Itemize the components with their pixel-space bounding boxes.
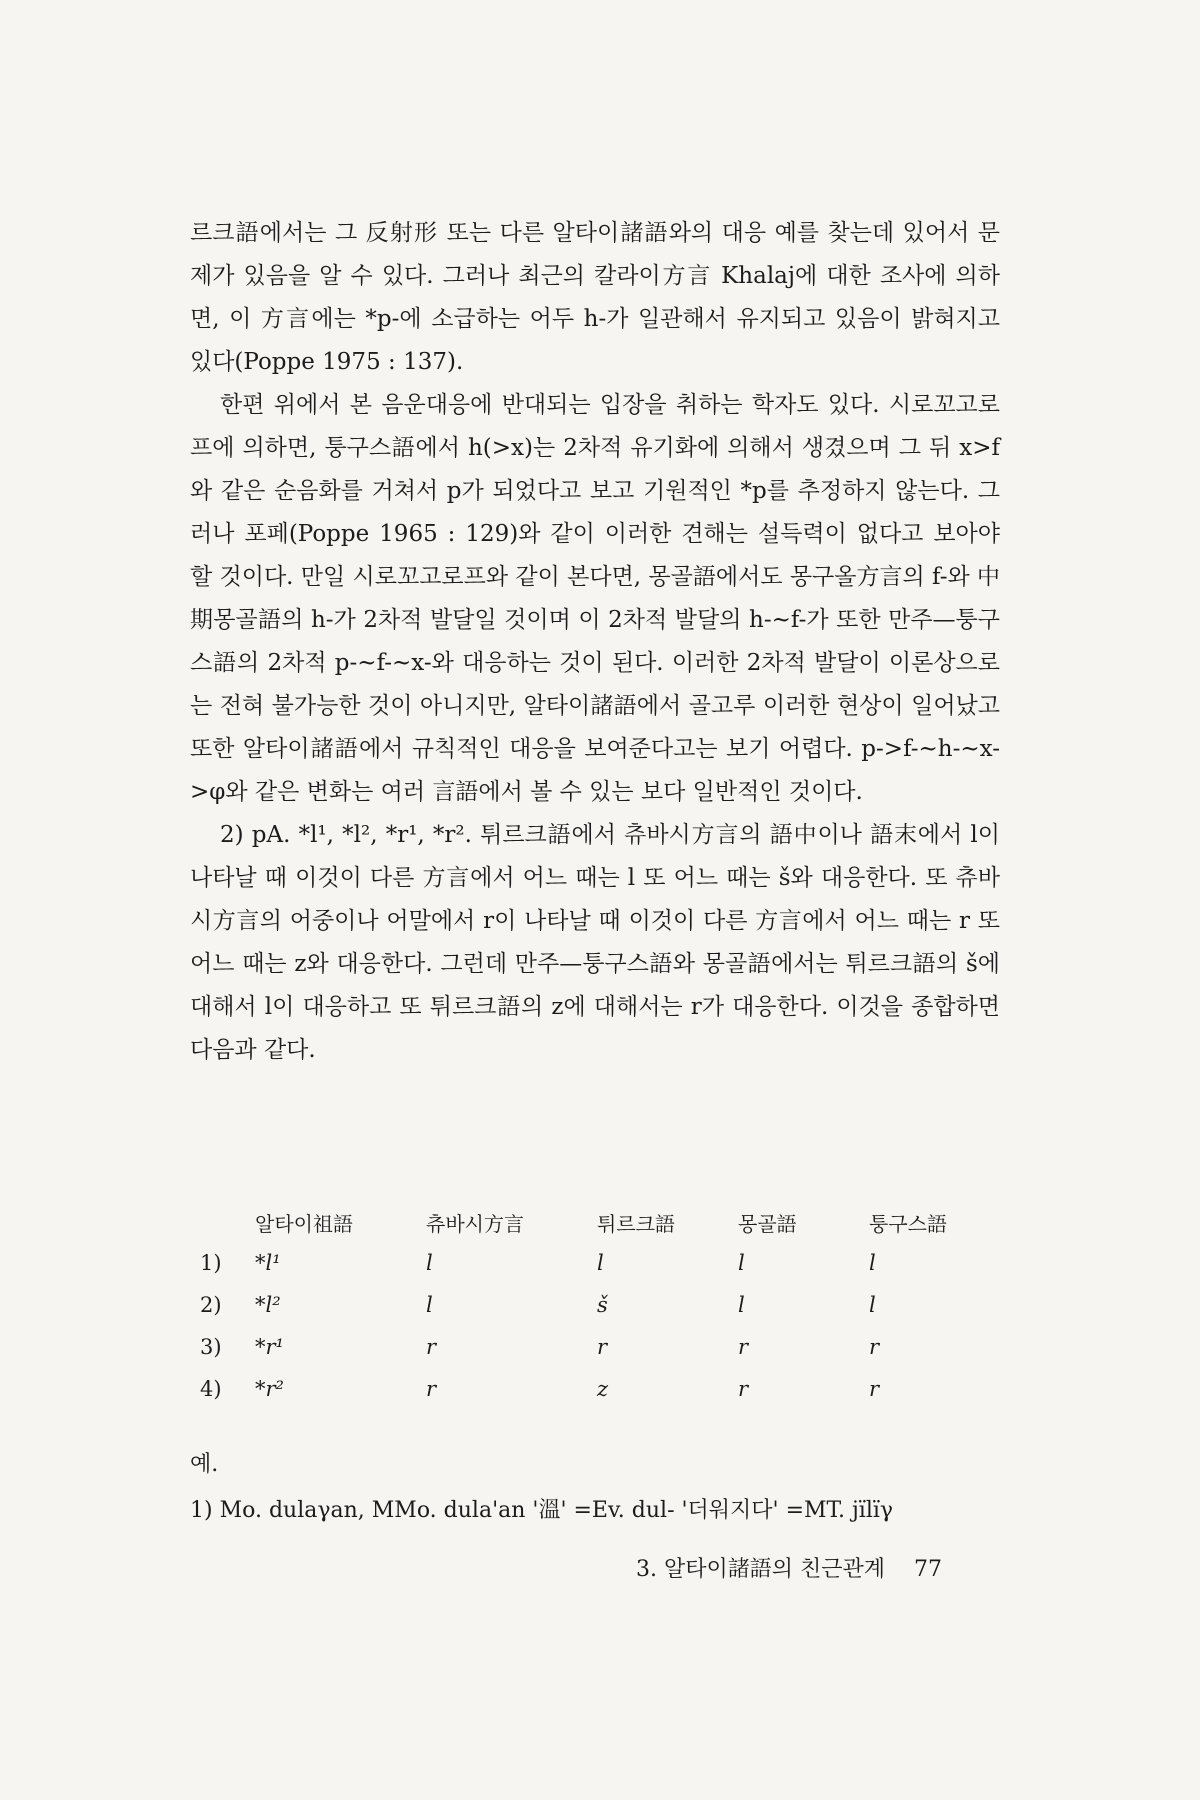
mongolian-cell: l bbox=[738, 1293, 745, 1317]
paragraph-1: 르크語에서는 그 反射形 또는 다른 알타이諸語와의 대응 예를 찾는데 있어서 문제가 있음을 알 수 있다. 그러나 최근의 칼라이方言 Khalaj에 대한 조사에 의하면, 이 方言에는 *p-에 소급하는 어두 h-가 일관해서 유지되고 있음이 밝혀지고 있다(Poppe 1975 : 137). bbox=[190, 220, 1000, 375]
table-row bbox=[200, 1291, 963, 1333]
table-row bbox=[200, 1249, 963, 1291]
proto-altaic-cell: *l² bbox=[255, 1293, 281, 1317]
turkic-cell: š bbox=[597, 1293, 608, 1317]
example-line-1: 1) Mo. dulaγan, MMo. dula'an '溫' =Ev. dul- '더워지다' =MT. jïlïγ bbox=[190, 1498, 894, 1523]
page-number: 77 bbox=[914, 1557, 942, 1582]
mongolian-cell: r bbox=[738, 1335, 749, 1359]
header-turkic: 튀르크語 bbox=[597, 1212, 675, 1236]
chuvash-cell: r bbox=[426, 1335, 437, 1359]
table-row bbox=[200, 1375, 963, 1417]
sound-correspondence-table bbox=[200, 1208, 963, 1417]
header-chuvash: 츄바시方言 bbox=[426, 1212, 524, 1236]
table-row bbox=[200, 1333, 963, 1375]
row-number: 1) bbox=[200, 1251, 222, 1275]
tungusic-cell: r bbox=[869, 1377, 880, 1401]
turkic-cell: z bbox=[597, 1377, 609, 1401]
paragraph-2: 한편 위에서 본 음운대응에 반대되는 입장을 취하는 학자도 있다. 시로꼬고로프에 의하면, 퉁구스語에서 h(>x)는 2차적 유기화에 의해서 생겼으며 그 뒤 x>f와 같은 순음화를 거쳐서 p가 되었다고 보고 기원적인 *p를 추정하지 않는다. 그러나 포페(Poppe 1965 : 129)와 같이 이러한 견해는 설득력이 없다고 보아야 할 것이다. 만일 시로꼬고로프와 같이 본다면, 몽골語에서도 몽구올方言의 f-와 中期몽골語의 h-가 2차적 발달일 것이며 이 2차적 발달의 h-~f-가 또한 만주—퉁구스語의 2차적 p-~f-~x-와 대응하는 것이 된다. 이러한 2차적 발달이 이론상으로는 전혀 불가능한 것이 아니지만, 알타이諸語에서 골고루 이러한 현상이 일어났고 또한 알타이諸語에서 규칙적인 대응을 보여준다고는 보기 어렵다. p->f-~h-~x->φ와 같은 변화는 여러 言語에서 볼 수 있는 보다 일반적인 것이다. bbox=[190, 392, 1000, 805]
mongolian-cell: r bbox=[738, 1377, 749, 1401]
proto-altaic-cell: *l¹ bbox=[255, 1251, 281, 1275]
header-tungusic: 퉁구스語 bbox=[869, 1212, 947, 1236]
header-mongolian: 몽골語 bbox=[738, 1212, 797, 1236]
chuvash-cell: l bbox=[426, 1251, 433, 1275]
paragraph-3: 2) pA. *l¹, *l², *r¹, *r². 튀르크語에서 츄바시方言의 語中이나 語末에서 l이 나타날 때 이것이 다른 方言에서 어느 때는 l 또 어느 때는 š와 대응한다. 또 츄바시方言의 어중이나 어말에서 r이 나타날 때 이것이 다른 方言에서 어느 때는 r 또 어느 때는 z와 대응한다. 그런데 만주—퉁구스語와 몽골語에서는 튀르크語의 š에 대해서 l이 대응하고 또 튀르크語의 z에 대해서는 r가 대응한다. 이것을 종합하면 다음과 같다. bbox=[190, 822, 1000, 1063]
page-footer bbox=[636, 1552, 942, 1583]
row-number: 2) bbox=[200, 1293, 222, 1317]
body-text bbox=[190, 212, 1000, 1072]
tungusic-cell: l bbox=[869, 1293, 876, 1317]
mongolian-cell: l bbox=[738, 1251, 745, 1275]
header-proto-altaic: 알타이祖語 bbox=[255, 1212, 353, 1236]
examples-heading: 예. bbox=[190, 1452, 219, 1477]
row-number: 3) bbox=[200, 1335, 222, 1359]
tungusic-cell: r bbox=[869, 1335, 880, 1359]
turkic-cell: r bbox=[597, 1335, 608, 1359]
proto-altaic-cell: *r¹ bbox=[255, 1335, 284, 1359]
tungusic-cell: l bbox=[869, 1251, 876, 1275]
running-section-title: 3. 알타이諸語의 친근관계 bbox=[636, 1557, 885, 1582]
chuvash-cell: l bbox=[426, 1293, 433, 1317]
chuvash-cell: r bbox=[426, 1377, 437, 1401]
header-number bbox=[200, 1208, 255, 1249]
turkic-cell: l bbox=[597, 1251, 604, 1275]
row-number: 4) bbox=[200, 1377, 222, 1401]
table-header-row bbox=[200, 1208, 963, 1249]
proto-altaic-cell: *r² bbox=[255, 1377, 284, 1401]
